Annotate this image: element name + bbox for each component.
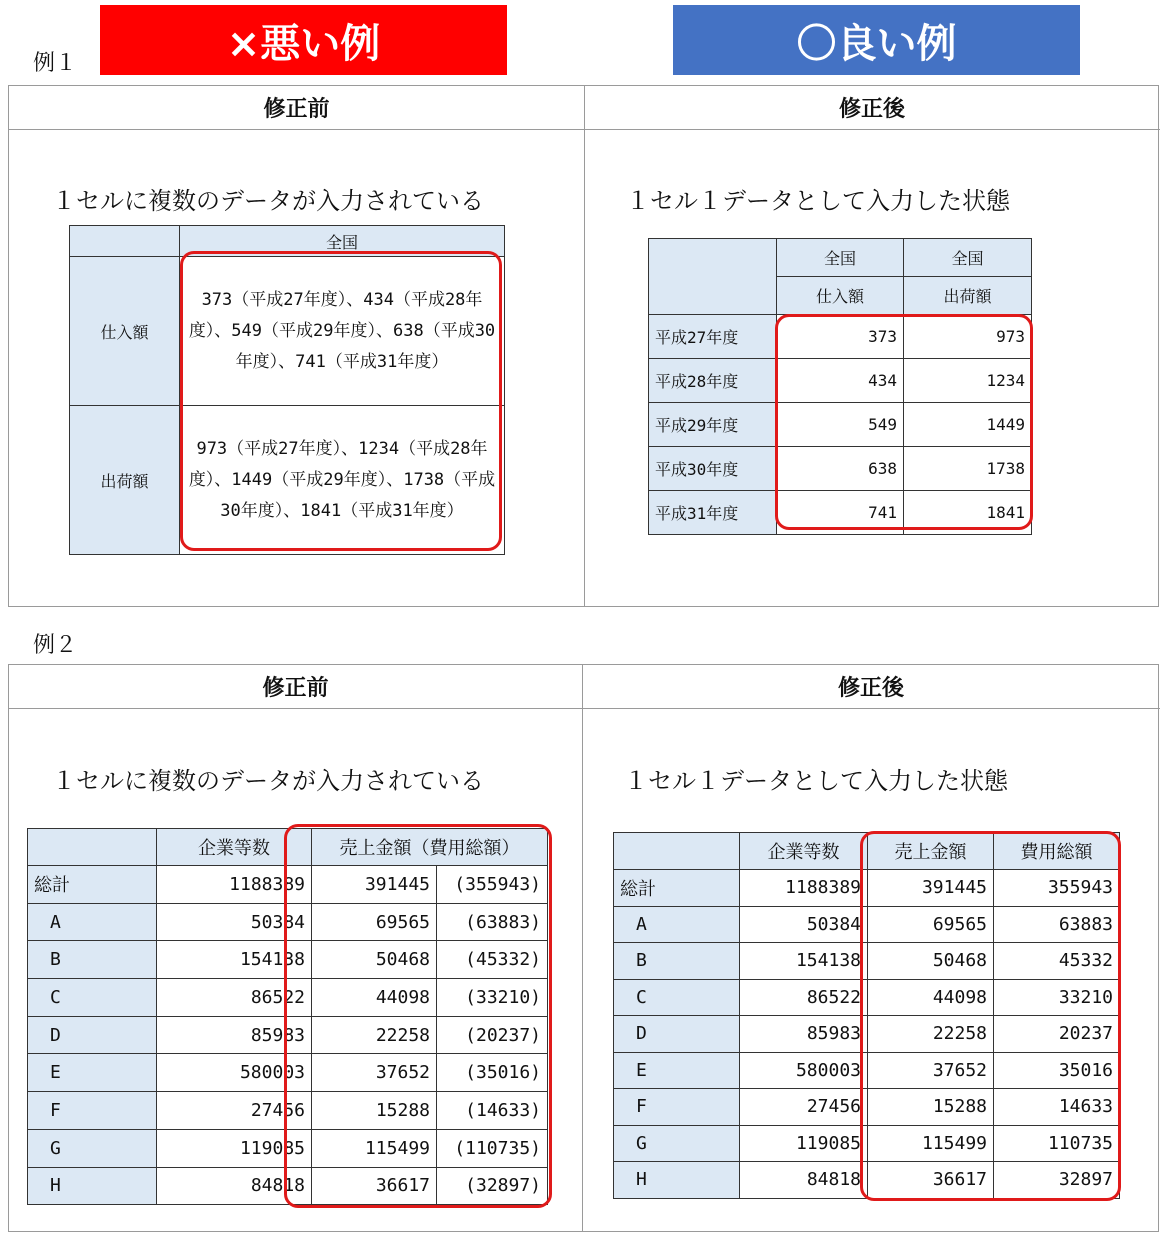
company-count-cell: 85983 (157, 1016, 312, 1054)
row-label: A (28, 903, 157, 941)
table-row (28, 1129, 548, 1167)
ex1-before-table (69, 225, 505, 555)
row-label: F (28, 1092, 157, 1130)
company-count-cell: 154138 (157, 941, 312, 979)
table-row (28, 979, 548, 1017)
sales-cell: 22258 (868, 1016, 994, 1053)
cost-cell: (45332) (437, 941, 548, 979)
row-label: 総計 (28, 866, 157, 904)
sales-cell: 36617 (312, 1167, 437, 1205)
value-cell: 1841 (904, 491, 1032, 535)
cost-cell: 35016 (994, 1052, 1120, 1089)
company-count-cell: 580003 (740, 1052, 868, 1089)
value-cell: 638 (777, 447, 904, 491)
value-cell: 1234 (904, 359, 1032, 403)
cost-cell: (355943) (437, 866, 548, 904)
table-row (614, 1052, 1120, 1089)
value-cell: 973 (904, 315, 1032, 359)
cost-cell: (63883) (437, 903, 548, 941)
value-cell: 373 (777, 315, 904, 359)
company-count-cell: 27456 (740, 1089, 868, 1126)
sales-cell: 115499 (868, 1125, 994, 1162)
row-label: 総計 (614, 870, 740, 907)
good-example-banner: 〇良い例 (673, 5, 1080, 75)
sales-cell: 15288 (312, 1092, 437, 1130)
after-caption: １セル１データとして入力した状態 (626, 187, 1010, 215)
table-row (614, 1016, 1120, 1053)
col-header: 全国 (180, 226, 505, 257)
sales-cell: 15288 (868, 1089, 994, 1126)
company-count-cell: 1188389 (740, 870, 868, 907)
example-2-label: 例２ (33, 633, 78, 658)
sales-cell: 37652 (312, 1054, 437, 1092)
col-header: 売上金額（費用総額） (312, 829, 548, 866)
col-header: 企業等数 (157, 829, 312, 866)
sales-cell: 50468 (312, 941, 437, 979)
value-cell: 1449 (904, 403, 1032, 447)
sales-cell: 69565 (312, 903, 437, 941)
after-header: 修正後 (582, 665, 1160, 709)
corner-cell (28, 829, 157, 866)
example-1-label: 例１ (33, 51, 78, 76)
cost-cell: (32897) (437, 1167, 548, 1205)
company-count-cell: 85983 (740, 1016, 868, 1053)
ex2-after-table-body (613, 869, 1120, 1199)
sales-cell: 391445 (312, 866, 437, 904)
company-count-cell: 84818 (740, 1162, 868, 1199)
row-label: A (614, 906, 740, 943)
cost-cell: (110735) (437, 1129, 548, 1167)
sales-cell: 115499 (312, 1129, 437, 1167)
corner-cell (649, 239, 777, 315)
row-label: C (614, 979, 740, 1016)
cost-cell: 32897 (994, 1162, 1120, 1199)
cost-cell: 33210 (994, 979, 1120, 1016)
col-header: 仕入額 (777, 277, 904, 315)
company-count-cell: 27456 (157, 1092, 312, 1130)
ex2-before-table (27, 828, 548, 866)
row-label: H (28, 1167, 157, 1205)
table-row (28, 1092, 548, 1130)
group-header: 全国 (904, 239, 1032, 277)
column-divider (582, 665, 583, 1231)
table-row (28, 866, 548, 904)
company-count-cell: 50384 (740, 906, 868, 943)
sales-cell: 50468 (868, 943, 994, 980)
corner-cell (614, 833, 740, 870)
row-label: B (614, 943, 740, 980)
sales-cell: 36617 (868, 1162, 994, 1199)
row-label: B (28, 941, 157, 979)
row-label: 平成30年度 (649, 447, 777, 491)
row-label: 出荷額 (70, 406, 180, 555)
row-label: G (614, 1125, 740, 1162)
ex2-before-table-body (27, 865, 548, 1205)
before-caption: １セルに複数のデータが入力されている (52, 767, 484, 795)
cost-cell: 355943 (994, 870, 1120, 907)
company-count-cell: 86522 (740, 979, 868, 1016)
table-row (614, 943, 1120, 980)
company-count-cell: 84818 (157, 1167, 312, 1205)
group-header: 全国 (777, 239, 904, 277)
ex2-after-table (613, 832, 1120, 870)
company-count-cell: 50384 (157, 903, 312, 941)
sales-cell: 69565 (868, 906, 994, 943)
bad-example-banner: ×悪い例 (100, 5, 507, 75)
sales-cell: 44098 (868, 979, 994, 1016)
before-header: 修正前 (9, 665, 582, 709)
table-row (614, 1162, 1120, 1199)
value-cell: 434 (777, 359, 904, 403)
multi-value-cell: 373（平成27年度）、434（平成28年度）、549（平成29年度）、638（平成30年度）、741（平成31年度） (180, 257, 505, 406)
sales-cell: 391445 (868, 870, 994, 907)
table-row (614, 870, 1120, 907)
cost-cell: 45332 (994, 943, 1120, 980)
after-caption: １セル１データとして入力した状態 (624, 767, 1008, 795)
cost-cell: (35016) (437, 1054, 548, 1092)
row-label: 平成27年度 (649, 315, 777, 359)
table-row (614, 1089, 1120, 1126)
table-row (614, 979, 1120, 1016)
row-label: 平成28年度 (649, 359, 777, 403)
company-count-cell: 154138 (740, 943, 868, 980)
table-row (28, 941, 548, 979)
col-header: 売上金額 (868, 833, 994, 870)
company-count-cell: 119085 (157, 1129, 312, 1167)
company-count-cell: 86522 (157, 979, 312, 1017)
row-label: E (28, 1054, 157, 1092)
col-header: 出荷額 (904, 277, 1032, 315)
row-label: F (614, 1089, 740, 1126)
before-header: 修正前 (9, 86, 584, 130)
row-label: D (28, 1016, 157, 1054)
col-header: 企業等数 (740, 833, 868, 870)
sales-cell: 44098 (312, 979, 437, 1017)
cost-cell: 110735 (994, 1125, 1120, 1162)
row-label: 仕入額 (70, 257, 180, 406)
value-cell: 741 (777, 491, 904, 535)
table-row (28, 1016, 548, 1054)
row-label: H (614, 1162, 740, 1199)
row-label: E (614, 1052, 740, 1089)
cost-cell: 20237 (994, 1016, 1120, 1053)
ex1-after-table (648, 238, 1032, 535)
after-header: 修正後 (584, 86, 1160, 130)
table-row (28, 1054, 548, 1092)
table-row (614, 1125, 1120, 1162)
company-count-cell: 580003 (157, 1054, 312, 1092)
row-label: 平成31年度 (649, 491, 777, 535)
table-row (614, 906, 1120, 943)
value-cell: 1738 (904, 447, 1032, 491)
table-row (28, 903, 548, 941)
sales-cell: 37652 (868, 1052, 994, 1089)
cost-cell: (20237) (437, 1016, 548, 1054)
cost-cell: 63883 (994, 906, 1120, 943)
company-count-cell: 119085 (740, 1125, 868, 1162)
col-header: 費用総額 (994, 833, 1120, 870)
row-label: G (28, 1129, 157, 1167)
company-count-cell: 1188389 (157, 866, 312, 904)
value-cell: 549 (777, 403, 904, 447)
multi-value-cell: 973（平成27年度）、1234（平成28年度）、1449（平成29年度）、1738（平成30年度）、1841（平成31年度） (180, 406, 505, 555)
row-label: D (614, 1016, 740, 1053)
cost-cell: (33210) (437, 979, 548, 1017)
row-label: 平成29年度 (649, 403, 777, 447)
table-row (28, 1167, 548, 1205)
cost-cell: (14633) (437, 1092, 548, 1130)
corner-cell (70, 226, 180, 257)
sales-cell: 22258 (312, 1016, 437, 1054)
cost-cell: 14633 (994, 1089, 1120, 1126)
before-caption: １セルに複数のデータが入力されている (52, 187, 484, 215)
row-label: C (28, 979, 157, 1017)
column-divider (584, 86, 585, 606)
